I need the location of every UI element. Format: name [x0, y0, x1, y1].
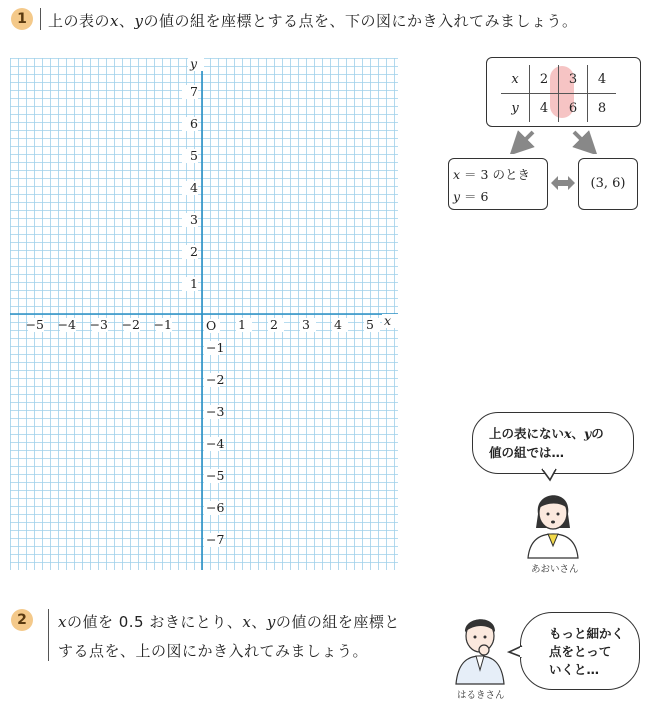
var-y: y: [134, 12, 144, 30]
var-y: y: [266, 613, 276, 631]
table-cell: 2: [530, 65, 559, 94]
bubble-line-3: いくと…: [549, 662, 600, 677]
table-x-label: x: [501, 65, 530, 94]
bubble-line-2: 値の組では…: [489, 445, 565, 460]
table-cell: 6: [559, 94, 588, 123]
q2-text-c: の値の組を座標と: [275, 613, 400, 631]
arrow-down-right-icon: [574, 132, 589, 147]
value-table: [501, 65, 616, 122]
y-tick-label: 1: [190, 276, 198, 291]
speech-bubble-haruki: [520, 612, 640, 690]
table-cell: 8: [588, 94, 617, 123]
x-tick-label: −1: [153, 317, 172, 332]
y-tick-label: −2: [206, 372, 225, 387]
x-tick-label: 1: [238, 317, 246, 332]
y-axis-label: y: [190, 58, 198, 71]
bubble-line-1: もっと細かく: [549, 626, 625, 641]
var-y: y: [583, 426, 592, 441]
avatar-haruki-icon: [450, 610, 512, 686]
q2-text-a: の値を 0.5 おきにとり、: [66, 613, 243, 631]
q1-text-b: 、: [118, 12, 135, 30]
name-haruki: はるきさん: [457, 690, 505, 701]
y-tick-label: −4: [206, 436, 225, 451]
point-label: (3, 6): [590, 176, 626, 191]
y-tick-label: −1: [206, 340, 225, 355]
x-tick-label: −4: [57, 317, 76, 332]
y-tick-label: 6: [190, 116, 198, 131]
x-tick-label: 3: [302, 317, 310, 332]
avatar-aoi-icon: [520, 480, 586, 560]
bubble-line-1: [489, 425, 604, 443]
bubble-text: の: [591, 426, 604, 441]
y-tick-label: 2: [190, 244, 198, 259]
bubble-line-2: 点をとって: [549, 644, 612, 659]
coordinate-grid[interactable]: [10, 58, 398, 570]
question-number-2: 2: [11, 609, 33, 631]
condition-box: [448, 158, 548, 210]
point-box: [578, 158, 638, 210]
question-bracket: [40, 8, 41, 30]
y-tick-label: 3: [190, 212, 198, 227]
question-2-line-1: [58, 611, 400, 632]
condition-tail: のとき: [492, 167, 530, 182]
equation: ＝ 6: [464, 189, 489, 204]
y-tick-label: 5: [190, 148, 198, 163]
table-cell: 4: [530, 94, 559, 123]
question-number-1: 1: [11, 8, 33, 30]
bubble-text: 上の表にない: [489, 426, 565, 441]
x-tick-label: −5: [25, 317, 44, 332]
arrow-down-left-icon: [518, 132, 533, 147]
var-x: x: [58, 613, 67, 631]
y-tick-label: −5: [206, 468, 225, 483]
table-row-x: [501, 65, 616, 94]
y-tick-label: 7: [190, 84, 198, 99]
table-cell: 3: [559, 65, 588, 94]
question-1-text: [48, 10, 578, 31]
q2-text-b: 、: [251, 613, 267, 631]
diagonal-arrows: [510, 128, 600, 154]
y-tick-label: −3: [206, 404, 225, 419]
var-x: x: [242, 613, 252, 631]
value-table-box: [486, 57, 641, 127]
question-2-line-2: する点を、上の図にかき入れてみましょう。: [58, 642, 369, 660]
double-arrow-icon: [550, 175, 576, 191]
y-tick-label: −7: [206, 532, 225, 547]
var-y: y: [453, 189, 461, 204]
table-y-label: y: [511, 100, 519, 116]
equation: ＝ 3: [464, 167, 489, 182]
x-axis-label: x: [384, 313, 392, 328]
origin-label: O: [206, 318, 217, 333]
table-row-y: [501, 94, 616, 123]
y-tick-label: 4: [190, 180, 198, 195]
x-tick-label: 4: [334, 317, 342, 332]
question-bracket: [48, 609, 49, 661]
name-aoi: あおいさん: [531, 564, 579, 575]
var-x: x: [110, 12, 119, 30]
bubble-tail: [507, 644, 523, 660]
y-tick-label: −6: [206, 500, 225, 515]
table-cell: 4: [588, 65, 617, 94]
speech-bubble-aoi: [472, 412, 634, 474]
x-tick-label: 5: [366, 317, 374, 332]
var-x: x: [453, 167, 461, 182]
x-tick-label: 2: [270, 317, 278, 332]
x-tick-label: −2: [121, 317, 140, 332]
var-x: x: [564, 426, 572, 441]
condition-line-1: [453, 165, 530, 183]
q1-text-c: の値の組を座標とする点を、下の図にかき入れてみましょう。: [143, 12, 578, 30]
x-tick-label: −3: [89, 317, 108, 332]
condition-line-2: [453, 187, 488, 205]
bubble-text: 、: [571, 426, 584, 441]
q1-text-a: 上の表の: [48, 12, 111, 30]
